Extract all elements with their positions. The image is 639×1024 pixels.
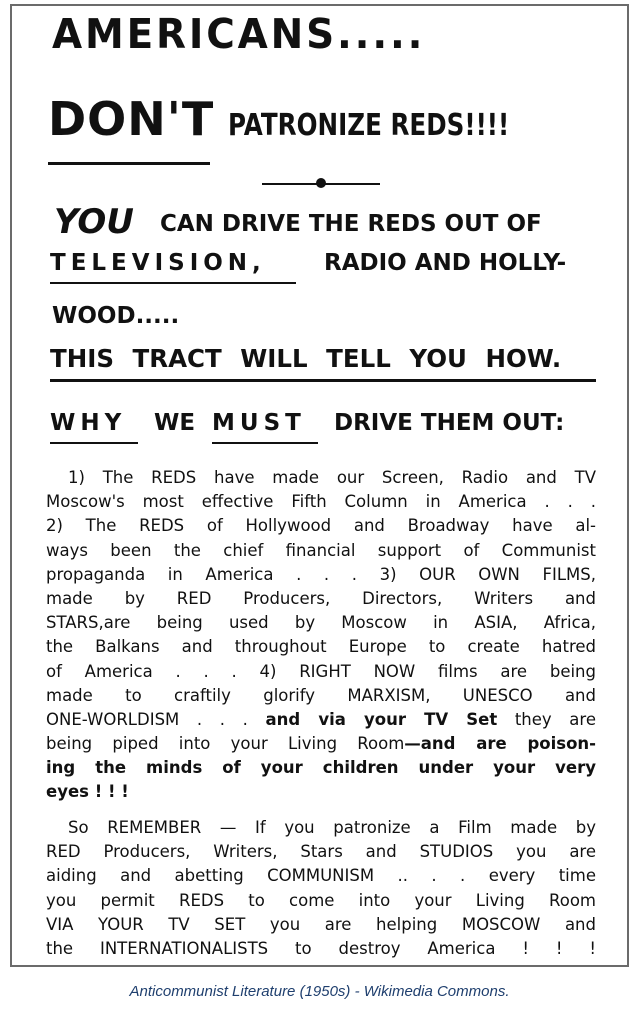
- body-line: made by RED Producers, Directors, Writers and: [46, 588, 596, 608]
- remember-line: you permit REDS to come into your Living Room: [46, 890, 596, 910]
- body-text: being piped into your Living Room: [46, 734, 405, 754]
- remember-line: RED Producers, Writers, Stars and STUDIOS you are: [46, 842, 596, 862]
- body-line: the Balkans and throughout Europe to create hatred: [46, 637, 596, 657]
- tract-underline: [50, 379, 596, 382]
- image-caption: Anticommunist Literature (1950s) - Wikimedia Commons.: [129, 983, 510, 1000]
- body-line-bold: [46, 780, 596, 804]
- dont-underline: [48, 162, 210, 165]
- callout-drive-reds: CAN DRIVE THE REDS OUT OF: [160, 211, 542, 237]
- remember-line: the INTERNATIONALISTS to destroy America ! ! !: [46, 938, 596, 958]
- body-text: they are: [497, 709, 596, 729]
- subheading-why: WHY: [50, 410, 127, 436]
- body-line: ways been the chief financial support of Communist: [46, 540, 596, 560]
- divider-dot: [316, 178, 326, 188]
- body-line: STARS,are being used by Moscow in ASIA, Africa,: [46, 613, 596, 633]
- remember-line: aiding and abetting COMMUNISM .. . . every time: [46, 866, 596, 886]
- body-line: propaganda in America . . . 3) OUR OWN FILMS,: [46, 564, 596, 584]
- remember-line: So REMEMBER — If you patronize a Film made by: [68, 818, 596, 837]
- body-text: ONE-WORLDISM . . .: [46, 709, 266, 729]
- callout-tract: THIS TRACT WILL TELL YOU HOW.: [50, 344, 562, 373]
- subheading-drive-out: DRIVE THEM OUT:: [334, 410, 565, 436]
- body-line: of America . . . 4) RIGHT NOW films are being: [46, 661, 596, 681]
- body-line-mixed: [46, 732, 596, 756]
- body-line: 2) The REDS of Hollywood and Broadway have al-: [46, 516, 596, 536]
- headline-patronize-reds: PATRONIZE REDS!!!!: [228, 108, 510, 143]
- body-line-bold: [46, 756, 596, 780]
- body-line: Moscow's most effective Fifth Column in America . . .: [46, 492, 596, 512]
- body-paragraph-reasons: [46, 466, 596, 805]
- body-line-mixed: [46, 708, 596, 732]
- body-bold-text: —and are poison-: [404, 734, 596, 754]
- body-bold-text: ing the minds of your children under your very: [46, 758, 596, 778]
- headline-dont: DON'T: [48, 92, 215, 146]
- must-underline: [212, 442, 318, 444]
- callout-radio-holly: RADIO AND HOLLY-: [324, 250, 567, 276]
- headline-americans: AMERICANS.....: [52, 10, 426, 58]
- subheading-we: WE: [154, 410, 196, 436]
- callout-you: YOU: [54, 202, 134, 242]
- body-line: 1) The REDS have made our Screen, Radio and TV: [68, 468, 596, 487]
- subheading-must: MUST: [212, 410, 306, 436]
- remember-line: VIA YOUR TV SET you are helping MOSCOW and: [46, 914, 596, 934]
- body-bold-text: and via your TV Set: [265, 709, 498, 729]
- body-bold-text: eyes ! ! !: [46, 782, 129, 802]
- callout-television: TELEVISION,: [50, 250, 266, 276]
- callout-wood: WOOD.....: [52, 303, 180, 329]
- why-underline: [50, 442, 138, 444]
- television-underline: [50, 282, 296, 284]
- body-paragraph-remember: [46, 816, 596, 961]
- body-line: made to craftily glorify MARXISM, UNESCO and: [46, 685, 596, 705]
